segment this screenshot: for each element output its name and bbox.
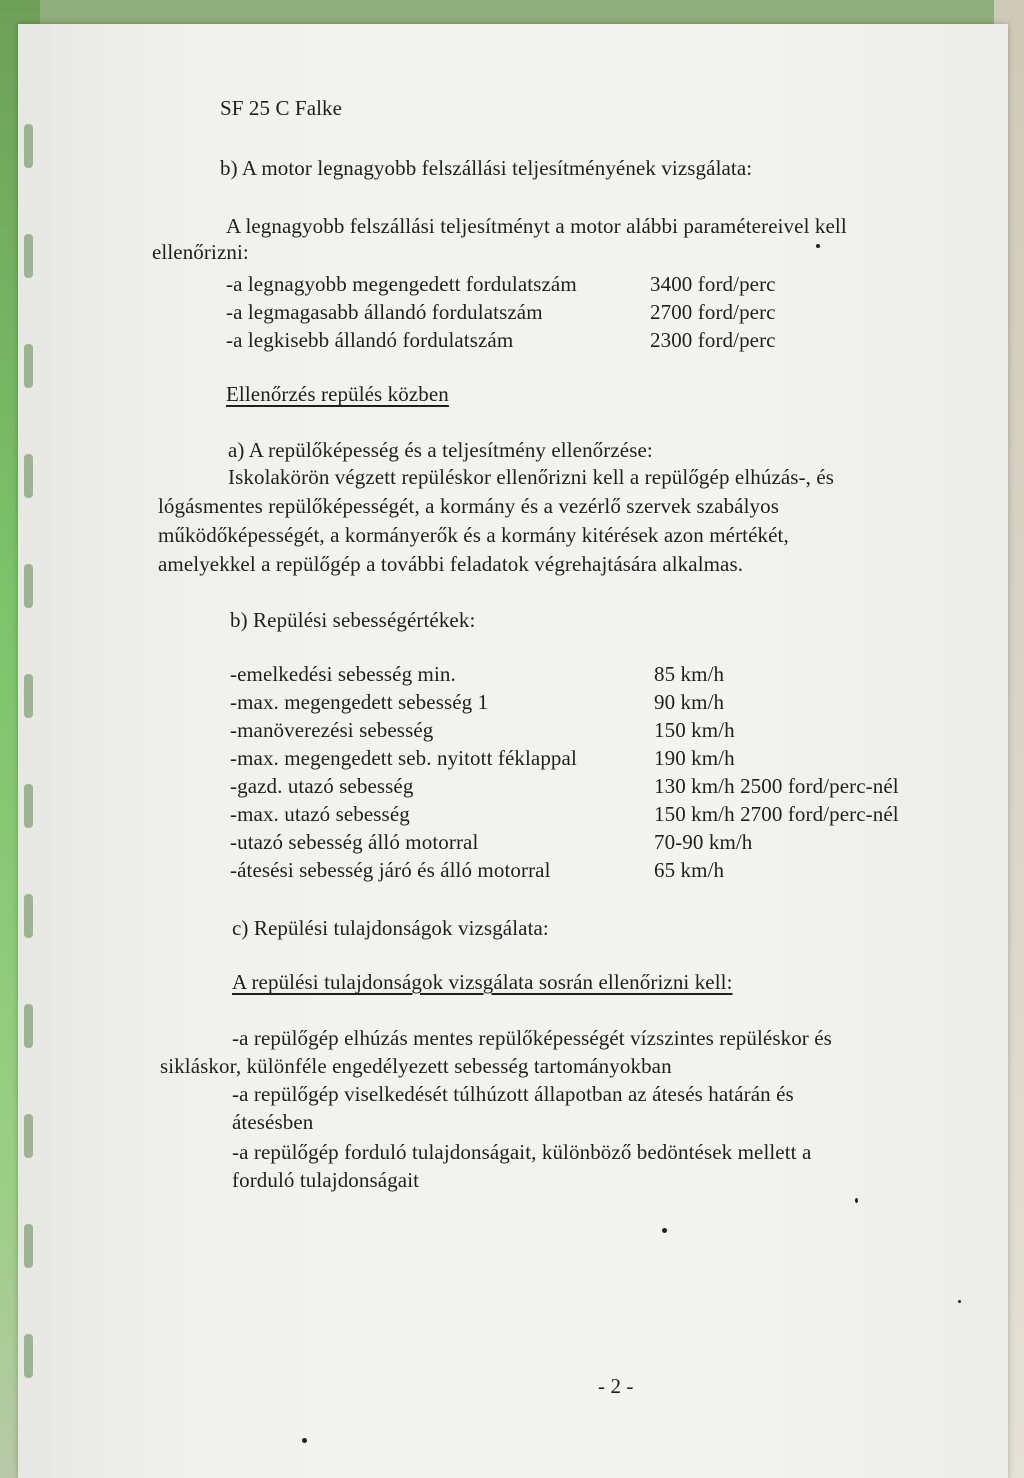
binding-holes — [18, 24, 48, 1478]
speed-label: -átesési sebesség járó és álló motorral — [230, 858, 551, 882]
section-a-line: működőképességét, a kormányerők és a kormány kitérések azon mértékét, — [158, 523, 789, 547]
section-c-item: forduló tulajdonságait — [232, 1168, 420, 1192]
motor-test-heading: b) A motor legnagyobb felszállási teljesítményének vizsgálata: — [220, 156, 753, 180]
speed-value: 85 km/h — [654, 662, 725, 686]
section-c-item: -a repülőgép forduló tulajdonságait, különböző bedöntések mellett a — [232, 1140, 812, 1164]
param-value: 2300 ford/perc — [650, 328, 776, 352]
speed-value: 90 km/h — [654, 690, 725, 714]
speed-label: -gazd. utazó sebesség — [230, 774, 414, 798]
section-a-line: Iskolakörön végzett repüléskor ellenőrizni kell a repülőgép elhúzás-, és — [228, 465, 835, 489]
section-a-heading: a) A repülőképesség és a teljesítmény ellenőrzése: — [228, 438, 653, 462]
inflight-check-title: Ellenőrzés repülés közben — [226, 382, 449, 406]
speed-value: 150 km/h — [654, 718, 735, 742]
document-title: SF 25 C Falke — [220, 96, 343, 120]
scan-speck — [855, 1198, 858, 1203]
section-b-heading: b) Repülési sebességértékek: — [230, 608, 476, 632]
scan-speck — [302, 1438, 307, 1443]
page-number: - 2 - — [598, 1374, 634, 1398]
motor-intro-line: A legnagyobb felszállási teljesítményt a motor alábbi paramétereivel kell — [226, 214, 847, 238]
speed-label: -emelkedési sebesség min. — [230, 662, 456, 686]
speed-label: -manöverezési sebesség — [230, 718, 434, 742]
section-c-item: -a repülőgép elhúzás mentes repülőképességét vízszintes repüléskor és — [232, 1026, 832, 1050]
speed-label: -utazó sebesség álló motorral — [230, 830, 479, 854]
motor-intro-line: ellenőrizni: — [152, 240, 249, 264]
scan-speck — [662, 1228, 667, 1233]
speed-value: 150 km/h 2700 ford/perc-nél — [654, 802, 899, 826]
scan-speck — [958, 1300, 961, 1303]
speed-label: -max. megengedett seb. nyitott féklappal — [230, 746, 577, 770]
param-value: 3400 ford/perc — [650, 272, 776, 296]
speed-value: 65 km/h — [654, 858, 725, 882]
speed-value: 190 km/h — [654, 746, 735, 770]
speed-label: -max. megengedett sebesség 1 — [230, 690, 489, 714]
param-label: -a legkisebb állandó fordulatszám — [226, 328, 514, 352]
section-c-heading: c) Repülési tulajdonságok vizsgálata: — [232, 916, 549, 940]
speed-value: 130 km/h 2500 ford/perc-nél — [654, 774, 899, 798]
section-c-item: átesésben — [232, 1110, 314, 1134]
param-value: 2700 ford/perc — [650, 300, 776, 324]
section-c-item: -a repülőgép viselkedését túlhúzott állapotban az átesés határán és — [232, 1082, 794, 1106]
speed-value: 70-90 km/h — [654, 830, 753, 854]
param-label: -a legnagyobb megengedett fordulatszám — [226, 272, 577, 296]
section-a-line: lógásmentes repülőképességét, a kormány és a vezérlő szervek szabályos — [158, 494, 780, 518]
param-label: -a legmagasabb állandó fordulatszám — [226, 300, 543, 324]
speed-label: -max. utazó sebesség — [230, 802, 410, 826]
scan-speck — [816, 244, 820, 248]
section-c-subtitle: A repülési tulajdonságok vizsgálata sosrán ellenőrizni kell: — [232, 970, 733, 994]
section-c-item: sikláskor, különféle engedélyezett sebesség tartományokban — [160, 1054, 672, 1078]
section-a-line: amelyekkel a repülőgép a további feladatok végrehajtására alkalmas. — [158, 552, 744, 576]
